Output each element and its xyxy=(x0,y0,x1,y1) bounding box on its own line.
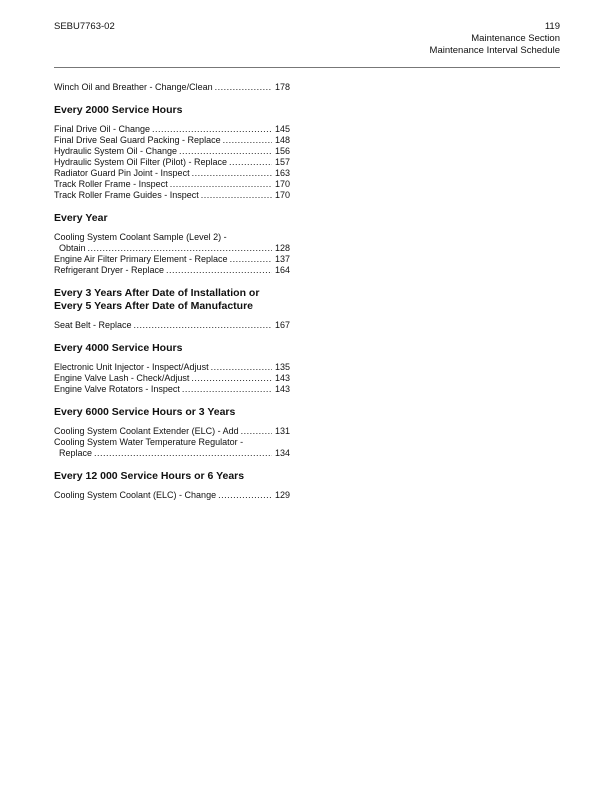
page-header xyxy=(430,21,560,57)
list-item[interactable]: Replace ..... 134 xyxy=(54,448,290,459)
page-ref[interactable]: 163 xyxy=(274,168,290,178)
page-ref[interactable]: 148 xyxy=(274,135,290,145)
schedule-column xyxy=(54,82,290,501)
list-item[interactable]: Refrigerant Dryer - Replace ..... 164 xyxy=(54,265,290,276)
page-ref[interactable]: 157 xyxy=(274,157,290,167)
page-ref[interactable]: 129 xyxy=(274,490,290,500)
page-ref[interactable]: 135 xyxy=(274,362,290,372)
list-item[interactable]: Cooling System Coolant (ELC) - Change ..... 129 xyxy=(54,490,290,501)
interval-heading: Every Year xyxy=(54,212,108,224)
list-item[interactable]: Obtain ..... 128 xyxy=(54,243,290,254)
list-item[interactable]: Track Roller Frame - Inspect ..... 170 xyxy=(54,179,290,190)
page-ref[interactable]: 167 xyxy=(274,320,290,330)
page-ref[interactable]: 178 xyxy=(274,82,290,92)
subsection-title: Maintenance Interval Schedule xyxy=(429,45,560,56)
interval-heading: Every 12 000 Service Hours or 6 Years xyxy=(54,470,245,482)
page-ref[interactable]: 156 xyxy=(274,146,290,156)
header-divider xyxy=(54,67,560,68)
list-item[interactable]: Hydraulic System Oil Filter (Pilot) - Replace ..... 157 xyxy=(54,157,290,168)
list-item[interactable]: Winch Oil and Breather - Change/Clean ..... 178 xyxy=(54,82,290,93)
interval-heading: Every 6000 Service Hours or 3 Years xyxy=(54,406,236,418)
page-ref[interactable]: 145 xyxy=(274,124,290,134)
page-ref[interactable]: 164 xyxy=(274,265,290,275)
list-item[interactable]: Engine Air Filter Primary Element - Replace ..... 137 xyxy=(54,254,290,265)
interval-heading: Every 4000 Service Hours xyxy=(54,342,183,354)
list-item[interactable]: Final Drive Seal Guard Packing - Replace ..... 148 xyxy=(54,135,290,146)
list-item-first-line[interactable]: Cooling System Water Temperature Regulator - xyxy=(54,437,244,447)
page-ref[interactable]: 137 xyxy=(274,254,290,264)
list-item[interactable]: Electronic Unit Injector - Inspect/Adjust ..... 135 xyxy=(54,362,290,373)
page-ref[interactable]: 134 xyxy=(274,448,290,458)
document-id: SEBU7763-02 xyxy=(54,21,115,32)
list-item[interactable]: Track Roller Frame Guides - Inspect ..... 170 xyxy=(54,190,290,201)
list-item[interactable]: Engine Valve Rotators - Inspect ..... 143 xyxy=(54,384,290,395)
list-item[interactable]: Engine Valve Lash - Check/Adjust ..... 143 xyxy=(54,373,290,384)
page-ref[interactable]: 143 xyxy=(274,373,290,383)
list-item[interactable]: Cooling System Coolant Extender (ELC) - Add ..... 131 xyxy=(54,426,290,437)
page-ref[interactable]: 170 xyxy=(274,179,290,189)
page-ref[interactable]: 143 xyxy=(274,384,290,394)
interval-heading: Every 3 Years After Date of Installation or Every 5 Years After Date of Manufacture xyxy=(54,287,260,312)
list-item[interactable]: Final Drive Oil - Change ..... 145 xyxy=(54,124,290,135)
page-ref[interactable]: 170 xyxy=(274,190,290,200)
list-item[interactable]: Radiator Guard Pin Joint - Inspect ..... 163 xyxy=(54,168,290,179)
list-item-first-line[interactable]: Cooling System Coolant Sample (Level 2) - xyxy=(54,232,227,242)
section-title: Maintenance Section xyxy=(471,33,560,44)
page-ref[interactable]: 128 xyxy=(274,243,290,253)
page-ref[interactable]: 131 xyxy=(274,426,290,436)
page-number: 119 xyxy=(544,21,560,32)
list-item[interactable]: Seat Belt - Replace ..... 167 xyxy=(54,320,290,331)
interval-heading: Every 2000 Service Hours xyxy=(54,104,183,116)
list-item[interactable]: Hydraulic System Oil - Change ..... 156 xyxy=(54,146,290,157)
